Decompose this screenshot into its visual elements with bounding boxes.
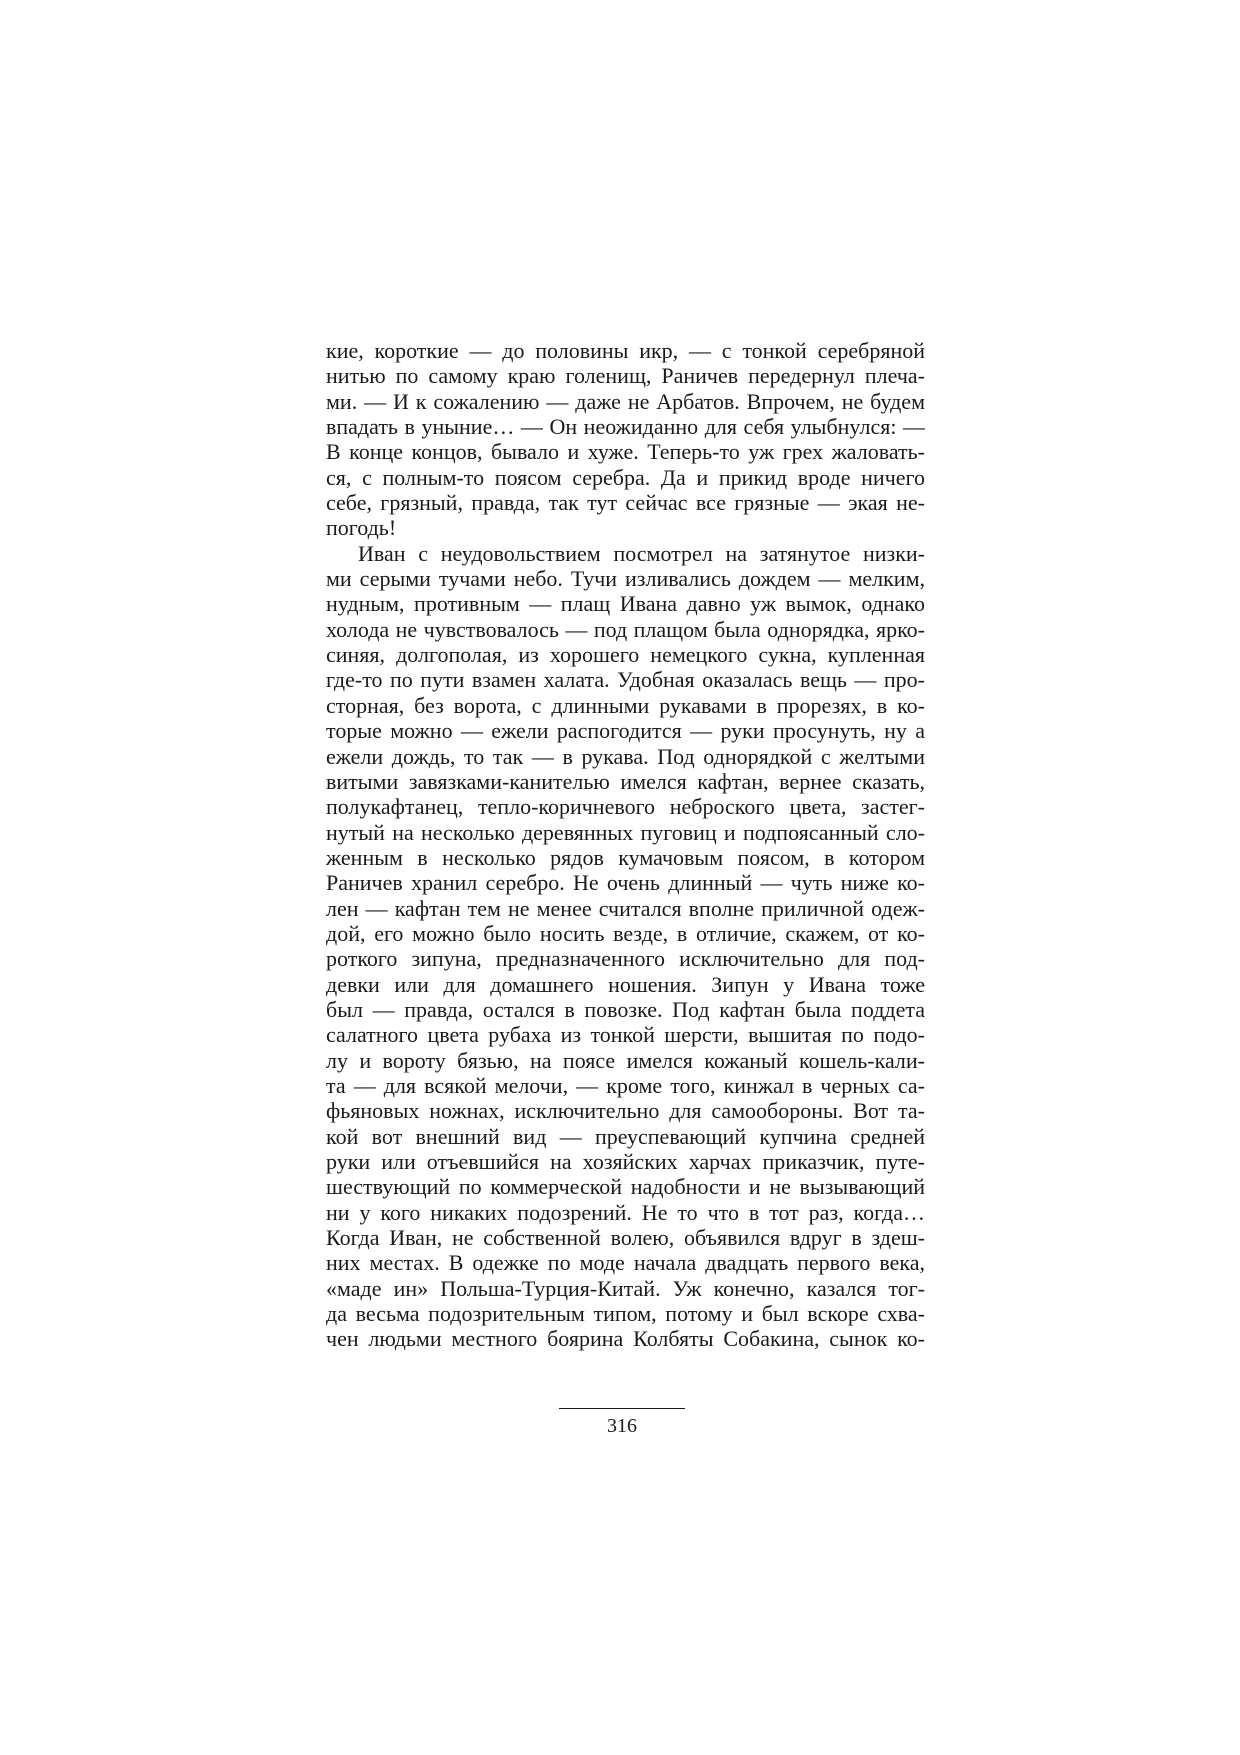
text-line: синяя, долгополая, из хорошего немецкого сукна, купленная — [326, 642, 925, 668]
text-line: лу и вороту бязью, на поясе имелся кожаный кошель-кали- — [326, 1047, 925, 1073]
paragraph-first-line: Иван с неудовольствием посмотрел на затянутое низки- — [358, 540, 925, 566]
text-line: погодь! — [326, 515, 397, 541]
text-line: дой, его можно было носить везде, в отличие, скажем, от ко- — [326, 920, 925, 946]
text-line: ежели дождь, то так — в рукава. Под однорядкой с желтыми — [326, 743, 925, 769]
text-line: та — для всякой мелочи, — кроме того, кинжал в черных са- — [326, 1072, 925, 1098]
text-line: витыми завязками-канителью имелся кафтан, вернее сказать, — [326, 768, 925, 794]
page-number: 316 — [607, 1415, 637, 1437]
page-footer — [559, 1408, 685, 1439]
text-line: холода не чувствовалось — под плащом была однорядка, ярко- — [326, 616, 925, 642]
text-line: девки или для домашнего ношения. Зипун у Ивана тоже — [326, 971, 925, 997]
text-line: полукафтанец, тепло-коричневого неброского цвета, застег- — [326, 794, 925, 820]
text-line: женным в несколько рядов кумачовым поясом, в котором — [326, 844, 925, 870]
text-line: Когда Иван, не собственной волею, объявился вдруг в здеш- — [326, 1225, 925, 1251]
text-line: сторная, без ворота, с длинными рукавами в прорезях, в ко- — [326, 692, 925, 718]
text-line: чен людьми местного боярина Колбяты Собакина, сынок ко- — [326, 1326, 925, 1352]
text-line: ми. — И к сожалению — даже не Арбатов. Впрочем, не будем — [326, 388, 925, 414]
text-line: впадать в уныние… — Он неожиданно для себя улыбнулся: — — [326, 414, 925, 440]
text-line: Раничев хранил серебро. Не очень длинный — чуть ниже ко- — [326, 870, 925, 896]
text-line: В конце концов, бывало и хуже. Теперь-то уж грех жаловать- — [326, 439, 925, 465]
text-line: роткого зипуна, предназначенного исключительно для под- — [326, 946, 925, 972]
text-line: да весьма подозрительным типом, потому и был вскоре схва- — [326, 1301, 925, 1327]
text-line: кие, короткие — до половины икр, — с тонкой серебряной — [326, 338, 925, 363]
text-line: нудным, противным — плащ Ивана давно уж вымок, однако — [326, 591, 925, 617]
footer-rule — [559, 1408, 685, 1409]
text-line: торые можно — ежели распогодится — руки просунуть, ну а — [326, 718, 925, 744]
text-line: шествующий по коммерческой надобности и не вызывающий — [326, 1174, 925, 1200]
text-line: них местах. В одежке по моде начала двадцать первого века, — [326, 1250, 925, 1276]
text-line: нутый на несколько деревянных пуговиц и подпоясанный сло- — [326, 819, 925, 845]
text-line: ми серыми тучами небо. Тучи изливались дождем — мелким, — [326, 566, 925, 592]
text-line: себе, грязный, правда, так тут сейчас все грязные — экая не- — [326, 490, 925, 516]
text-line: нитью по самому краю голенищ, Раничев передернул плеча- — [326, 363, 925, 389]
text-line: салатного цвета рубаха из тонкой шерсти, вышитая по подо- — [326, 1022, 925, 1048]
body-text — [326, 338, 925, 1352]
text-line: фьяновых ножнах, исключительно для самообороны. Вот та- — [326, 1098, 925, 1124]
text-line: ся, с полным-то поясом серебра. Да и прикид вроде ничего — [326, 464, 925, 490]
text-line: кой вот внешний вид — преуспевающий купчина средней — [326, 1123, 925, 1149]
text-line: ни у кого никаких подозрений. Не то что в тот раз, когда… — [326, 1199, 925, 1225]
text-line: «маде ин» Польша-Турция-Китай. Уж конечно, казался тог- — [326, 1275, 925, 1301]
text-line: лен — кафтан тем не менее считался вполне приличной одеж- — [326, 895, 925, 921]
text-line: где-то по пути взамен халата. Удобная оказалась вещь — про- — [326, 667, 925, 693]
text-line: был — правда, остался в повозке. Под кафтан была поддета — [326, 996, 925, 1022]
text-line: руки или отъевшийся на хозяйских харчах приказчик, путе- — [326, 1149, 925, 1174]
